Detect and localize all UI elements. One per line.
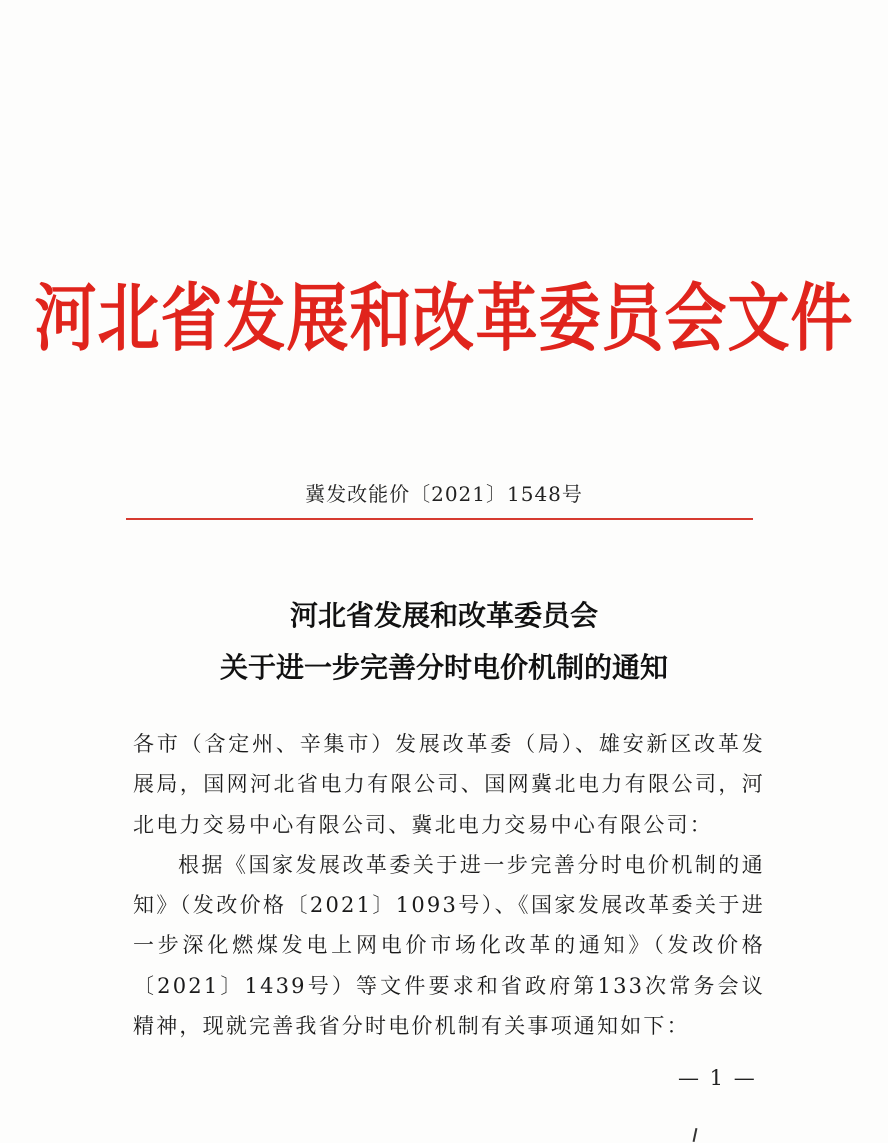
page-number: — 1 — bbox=[678, 1066, 757, 1090]
body-paragraph: 根据《国家发展改革委关于进一步完善分时电价机制的通知》（发改价格〔2021〕1093号）、《国家发展改革委关于进一步深化燃煤发电上网电价市场化改革的通知》（发改价格〔2021〕1439号）等文件要求和省政府第133次常务会议精神，现就完善我省分时电价机制有关事项通知如下： bbox=[133, 852, 765, 1039]
addressee-paragraph: 各市（含定州、辛集市）发展改革委（局）、雄安新区改革发展局，国网河北省电力有限公司、国网冀北电力有限公司，河北电力交易中心有限公司、冀北电力交易中心有限公司： bbox=[133, 732, 765, 837]
document-title-line2: 关于进一步完善分时电价机制的通知 bbox=[219, 651, 668, 684]
scan-mark bbox=[693, 1128, 698, 1142]
document-title-line1: 河北省发展和改革委员会 bbox=[289, 599, 598, 632]
document-body bbox=[133, 724, 765, 1046]
document-number: 冀发改能价〔2021〕1548号 bbox=[305, 482, 583, 506]
masthead-divider bbox=[126, 518, 753, 520]
document-masthead: 河北省发展和改革委员会文件 bbox=[34, 274, 854, 362]
